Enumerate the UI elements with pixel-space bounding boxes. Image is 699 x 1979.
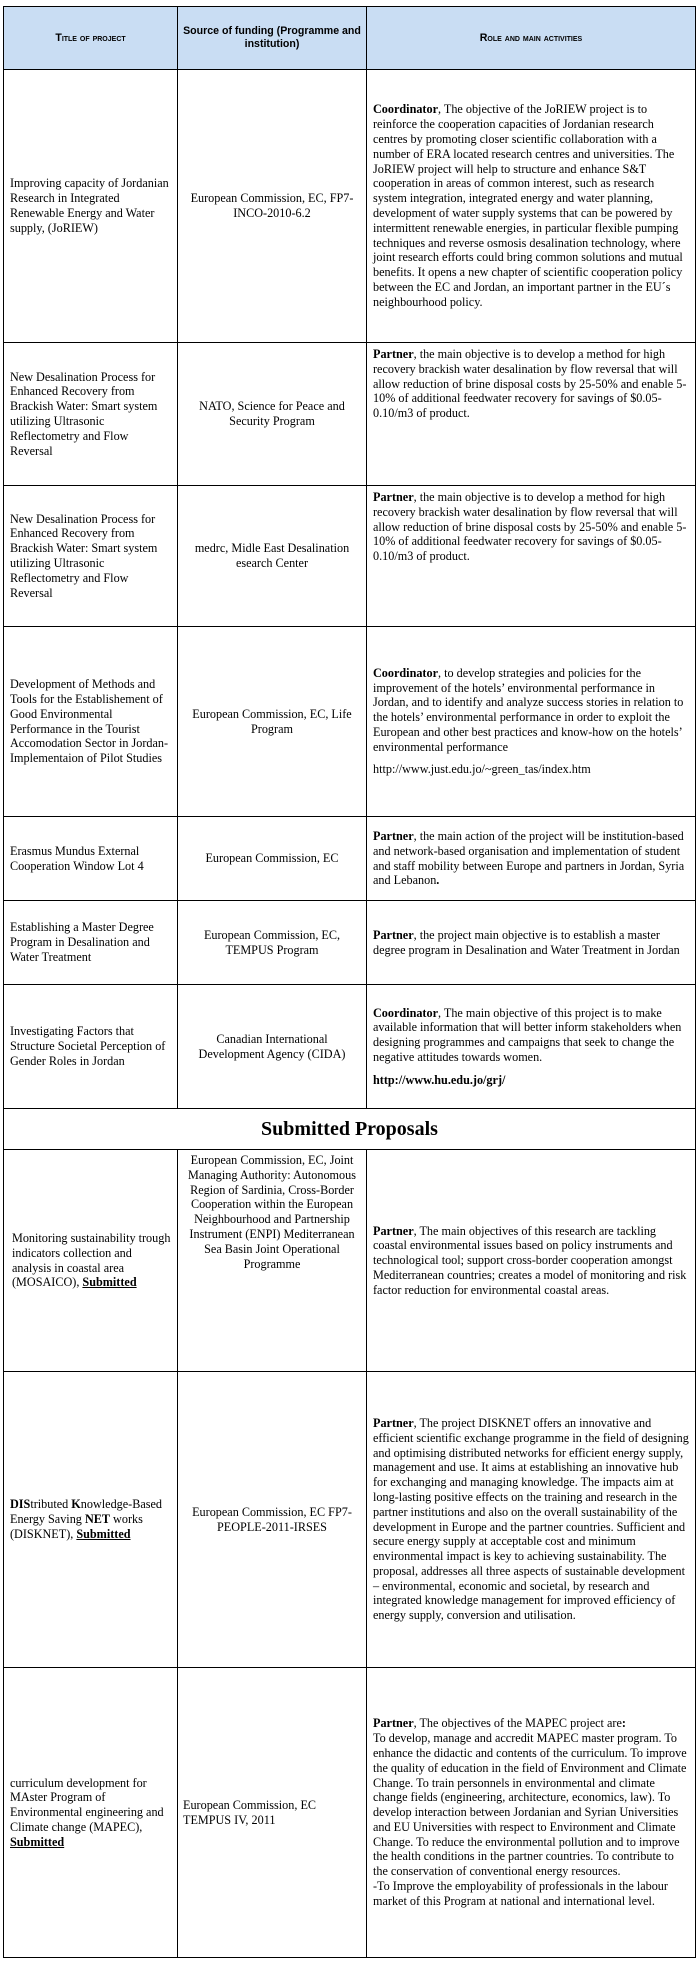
table-row: [4, 343, 696, 486]
project-funding-cell: [178, 627, 367, 817]
table-row: [4, 1668, 696, 1958]
proposal-title-cell: [4, 1372, 178, 1668]
project-url: http://www.just.edu.jo/~green_tas/index.htm: [373, 762, 591, 777]
project-role: Coordinator: [373, 665, 438, 680]
proposal-funding-cell: [178, 1150, 367, 1372]
project-desc: , the main objective is to develop a method for high recovery brackish water desalination by flow reversal that will allow reduction of brine disposal costs by 25-50% and enable 5-10% of additional feedwater recovery for savings of $0.05-0.10/m3 of product.: [373, 490, 687, 564]
project-title-cell: [4, 627, 178, 817]
project-role-cell: [367, 486, 696, 627]
project-role: Partner: [373, 828, 414, 843]
proposal-desc: , The main objectives of this research are tackling coastal environmental issues based on policy instruments and technological tool; support cross-border cooperation amongst Mediterranean countries; creates a model of monitoring and risk factor reduction for environmental coastal areas.: [373, 1223, 687, 1297]
proposal-desc: , The objectives of the MAPEC project are: [413, 1716, 622, 1731]
proposal-funding: European Commission, EC, Joint Managing Authority: Autonomous Region of Sardinia, Cross-Border Cooperation within the European Neighbourhood and Partnership Instrument (ENPI) Mediterranean Sea Basin Joint Operational Programme: [188, 1153, 356, 1271]
proposal-funding: European Commission, EC TEMPUS IV, 2011: [183, 1797, 317, 1827]
proposal-desc: , The project DISKNET offers an innovative and efficient scientific exchange programme in the field of designing and optimising distributed networks for efficient energy supply, management and use. It aims at establishing an innovative hub for exchanging and managing knowledge. The impacts aim at long-lasting positive effects on the training and research in the partner institutions and also on the overall sustainability of the development in Europe and the partner countries. Sufficient and secure energy supply at acceptable cost and minimum environmental impact is key to achieving sustainability. The proposal, addresses all three aspects of sustainable development – environmental, economic and societal, by research and integrated knowledge management for improved efficiency of energy supply, conversion and utilisation.: [373, 1415, 689, 1623]
table-row: [4, 70, 696, 343]
proposal-desc-body: To develop, manage and accredit MAPEC master program. To enhance the didactic and contents of the curriculum. To improve the quality of education in the field of Environment and Climate Change. To train personnels in environmental and climate change fields (engineering, architecture, economics, law). To develop interaction between Jordanian and Syrian Universities and EU Universities with respect to Environment and Climate Change. To reduce the environmental pollution and to improve the health conditions in the partner countries. To contribute to the conservation of conventional energy resources.: [373, 1731, 687, 1879]
project-funding-cell: [178, 901, 367, 985]
project-funding: medrc, Midle East Desalination esearch Center: [194, 541, 350, 570]
project-title: Establishing a Master Degree Program in Desalination and Water Treatment: [10, 920, 154, 964]
project-desc: , the project main objective is to establish a master degree program in Desalination and Water Treatment in Jordan: [373, 927, 680, 957]
project-title-cell: [4, 901, 178, 985]
project-title-cell: [4, 985, 178, 1109]
proposal-title-cell: [4, 1150, 178, 1372]
proposal-title-part: works (DISKNET),: [10, 1512, 143, 1541]
header-role-label: Role and main activities: [479, 31, 583, 44]
project-role: Partner: [373, 347, 414, 361]
proposal-status: Submitted: [82, 1275, 137, 1290]
project-desc: , the main action of the project will be institution-based and network-based organisation and implementation of student and staff mobility between Europe and partners in Jordan, Syria and Lebanon: [373, 828, 685, 888]
project-role-cell: [367, 901, 696, 985]
project-title: New Desalination Process for Enhanced Recovery from Brackish Water: Smart system utilizing Ultrasonic Reflectometry and Flow Reversal: [10, 369, 158, 458]
project-funding-cell: [178, 70, 367, 343]
header-funding: [178, 7, 367, 70]
project-title: Improving capacity of Jordanian Research in Integrated Renewable Energy and Water supply, (JoRIEW): [10, 176, 169, 235]
project-role-cell: [367, 817, 696, 901]
section-row: [4, 1109, 696, 1150]
proposal-title: Monitoring sustainability trough indicators collection and analysis in coastal area (MOSAICO),: [12, 1230, 171, 1290]
project-funding-cell: [178, 486, 367, 627]
proposal-title-part: tributed: [30, 1497, 72, 1512]
project-desc: , the main objective is to develop a method for high recovery brackish water desalination by flow reversal that will allow reduction of brine disposal costs by 25-50% and enable 5-10% of additional feedwater recovery for savings of $0.05-0.10/m3 of product.: [373, 347, 687, 421]
proposal-title-cell: [4, 1668, 178, 1958]
project-desc: , The objective of the JoRIEW project is to reinforce the cooperation capacities of Jordanian research centres by promoting closer scientific collaboration with a number of ERA located research centres and universities. The JoRIEW project will help to structure and enhance S&T cooperation in areas of common interest, such as research system integration, integrated energy and water planning, development of water supply systems that can be powered by intermittent renewable energies, in particular flexible pumping techniques and reverse osmosis desalination technology, where joint research efforts could bring common solutions and mutual benefits. It opens a new chapter of scientific cooperation policy between the EC and Jordan, an important partner in the EU´s neighbourhood policy.: [373, 102, 683, 309]
section-title: Submitted Proposals: [4, 1109, 696, 1150]
proposal-title-part: DIS: [10, 1497, 31, 1512]
table-row: [4, 627, 696, 817]
project-role: Coordinator: [373, 102, 438, 117]
proposal-title-part: nowledge-Based Energy Saving: [10, 1497, 163, 1527]
project-role-cell: [367, 70, 696, 343]
project-role-cell: [367, 343, 696, 486]
proposal-role: Partner: [373, 1716, 414, 1731]
project-desc: , to develop strategies and policies for the improvement of the hotels’ environmental performance in Jordan, and to identify and analyze success stories in relation to the hotels’ environmental performance in order to exploit the European and other best practices and know-how on the hotels’ environmental performance: [373, 665, 684, 754]
project-funding-cell: [178, 343, 367, 486]
project-desc: , The main objective of this project is to make available information that will better inform stakeholders when designing programmes and campaigns that seek to change the negative attitudes towards women.: [373, 1005, 682, 1064]
proposal-role-cell: [367, 1150, 696, 1372]
project-title-cell: [4, 817, 178, 901]
header-role: [367, 7, 696, 70]
project-role: Partner: [373, 490, 414, 504]
project-title-cell: [4, 70, 178, 343]
table-row: [4, 486, 696, 627]
project-title-cell: [4, 343, 178, 486]
proposal-status: Submitted: [10, 1834, 65, 1849]
project-funding: NATO, Science for Peace and Security Program: [199, 399, 345, 428]
project-funding: European Commission, EC, FP7-INCO-2010-6.2: [190, 191, 354, 220]
proposal-title: curriculum development for MAster Program of Environmental engineering and Climate change (MAPEC),: [10, 1775, 164, 1834]
project-funding-cell: [178, 985, 367, 1109]
projects-table: [3, 6, 696, 1958]
proposal-title-part: K: [71, 1497, 81, 1512]
proposal-role-cell: [367, 1668, 696, 1958]
proposal-funding-cell: [178, 1668, 367, 1958]
project-title: Erasmus Mundus External Cooperation Window Lot 4: [10, 843, 144, 873]
header-row: [4, 7, 696, 70]
proposal-desc-extra: -To Improve the employability of professionals in the labour market of this Program at national and international level.: [373, 1879, 668, 1908]
project-title: New Desalination Process for Enhanced Recovery from Brackish Water: Smart system utilizing Ultrasonic Reflectometry and Flow Reversal: [10, 511, 158, 600]
project-url: http://www.hu.edu.jo/grj/: [373, 1072, 506, 1087]
project-title: Investigating Factors that Structure Societal Perception of Gender Roles in Jordan: [10, 1024, 166, 1068]
proposal-status: Submitted: [76, 1526, 131, 1541]
project-desc-end: .: [436, 873, 440, 888]
project-funding: European Commission, EC, Life Program: [192, 706, 352, 736]
project-role: Coordinator: [373, 1005, 438, 1020]
project-role: Partner: [373, 927, 414, 942]
proposal-title-part: NET: [84, 1512, 110, 1527]
project-role-cell: [367, 985, 696, 1109]
project-role-cell: [367, 627, 696, 817]
project-funding-cell: [178, 817, 367, 901]
table-row: [4, 985, 696, 1109]
header-title: [4, 7, 178, 70]
proposal-role-cell: [367, 1372, 696, 1668]
proposal-funding: European Commission, EC FP7-PEOPLE-2011-IRSES: [192, 1504, 352, 1534]
proposal-funding-cell: [178, 1372, 367, 1668]
proposal-role: Partner: [373, 1415, 414, 1430]
project-funding: European Commission, EC, TEMPUS Program: [203, 927, 341, 957]
header-funding-label: Source of funding (Programme and institution): [183, 25, 361, 50]
header-title-label: Title of project: [55, 31, 126, 44]
table-row: [4, 1372, 696, 1668]
table-row: [4, 817, 696, 901]
project-title: Development of Methods and Tools for the Establishement of Good Environmental Performance in the Tourist Accomodation Sector in Jordan-Implementaion of Pilot Studies: [10, 677, 169, 766]
proposal-role: Partner: [373, 1223, 414, 1238]
project-funding: European Commission, EC: [205, 851, 339, 866]
table-row: [4, 901, 696, 985]
project-funding: Canadian International Development Agency (CIDA): [198, 1031, 346, 1061]
proposal-desc-colon: :: [621, 1716, 626, 1731]
table-row: [4, 1150, 696, 1372]
project-title-cell: [4, 486, 178, 627]
